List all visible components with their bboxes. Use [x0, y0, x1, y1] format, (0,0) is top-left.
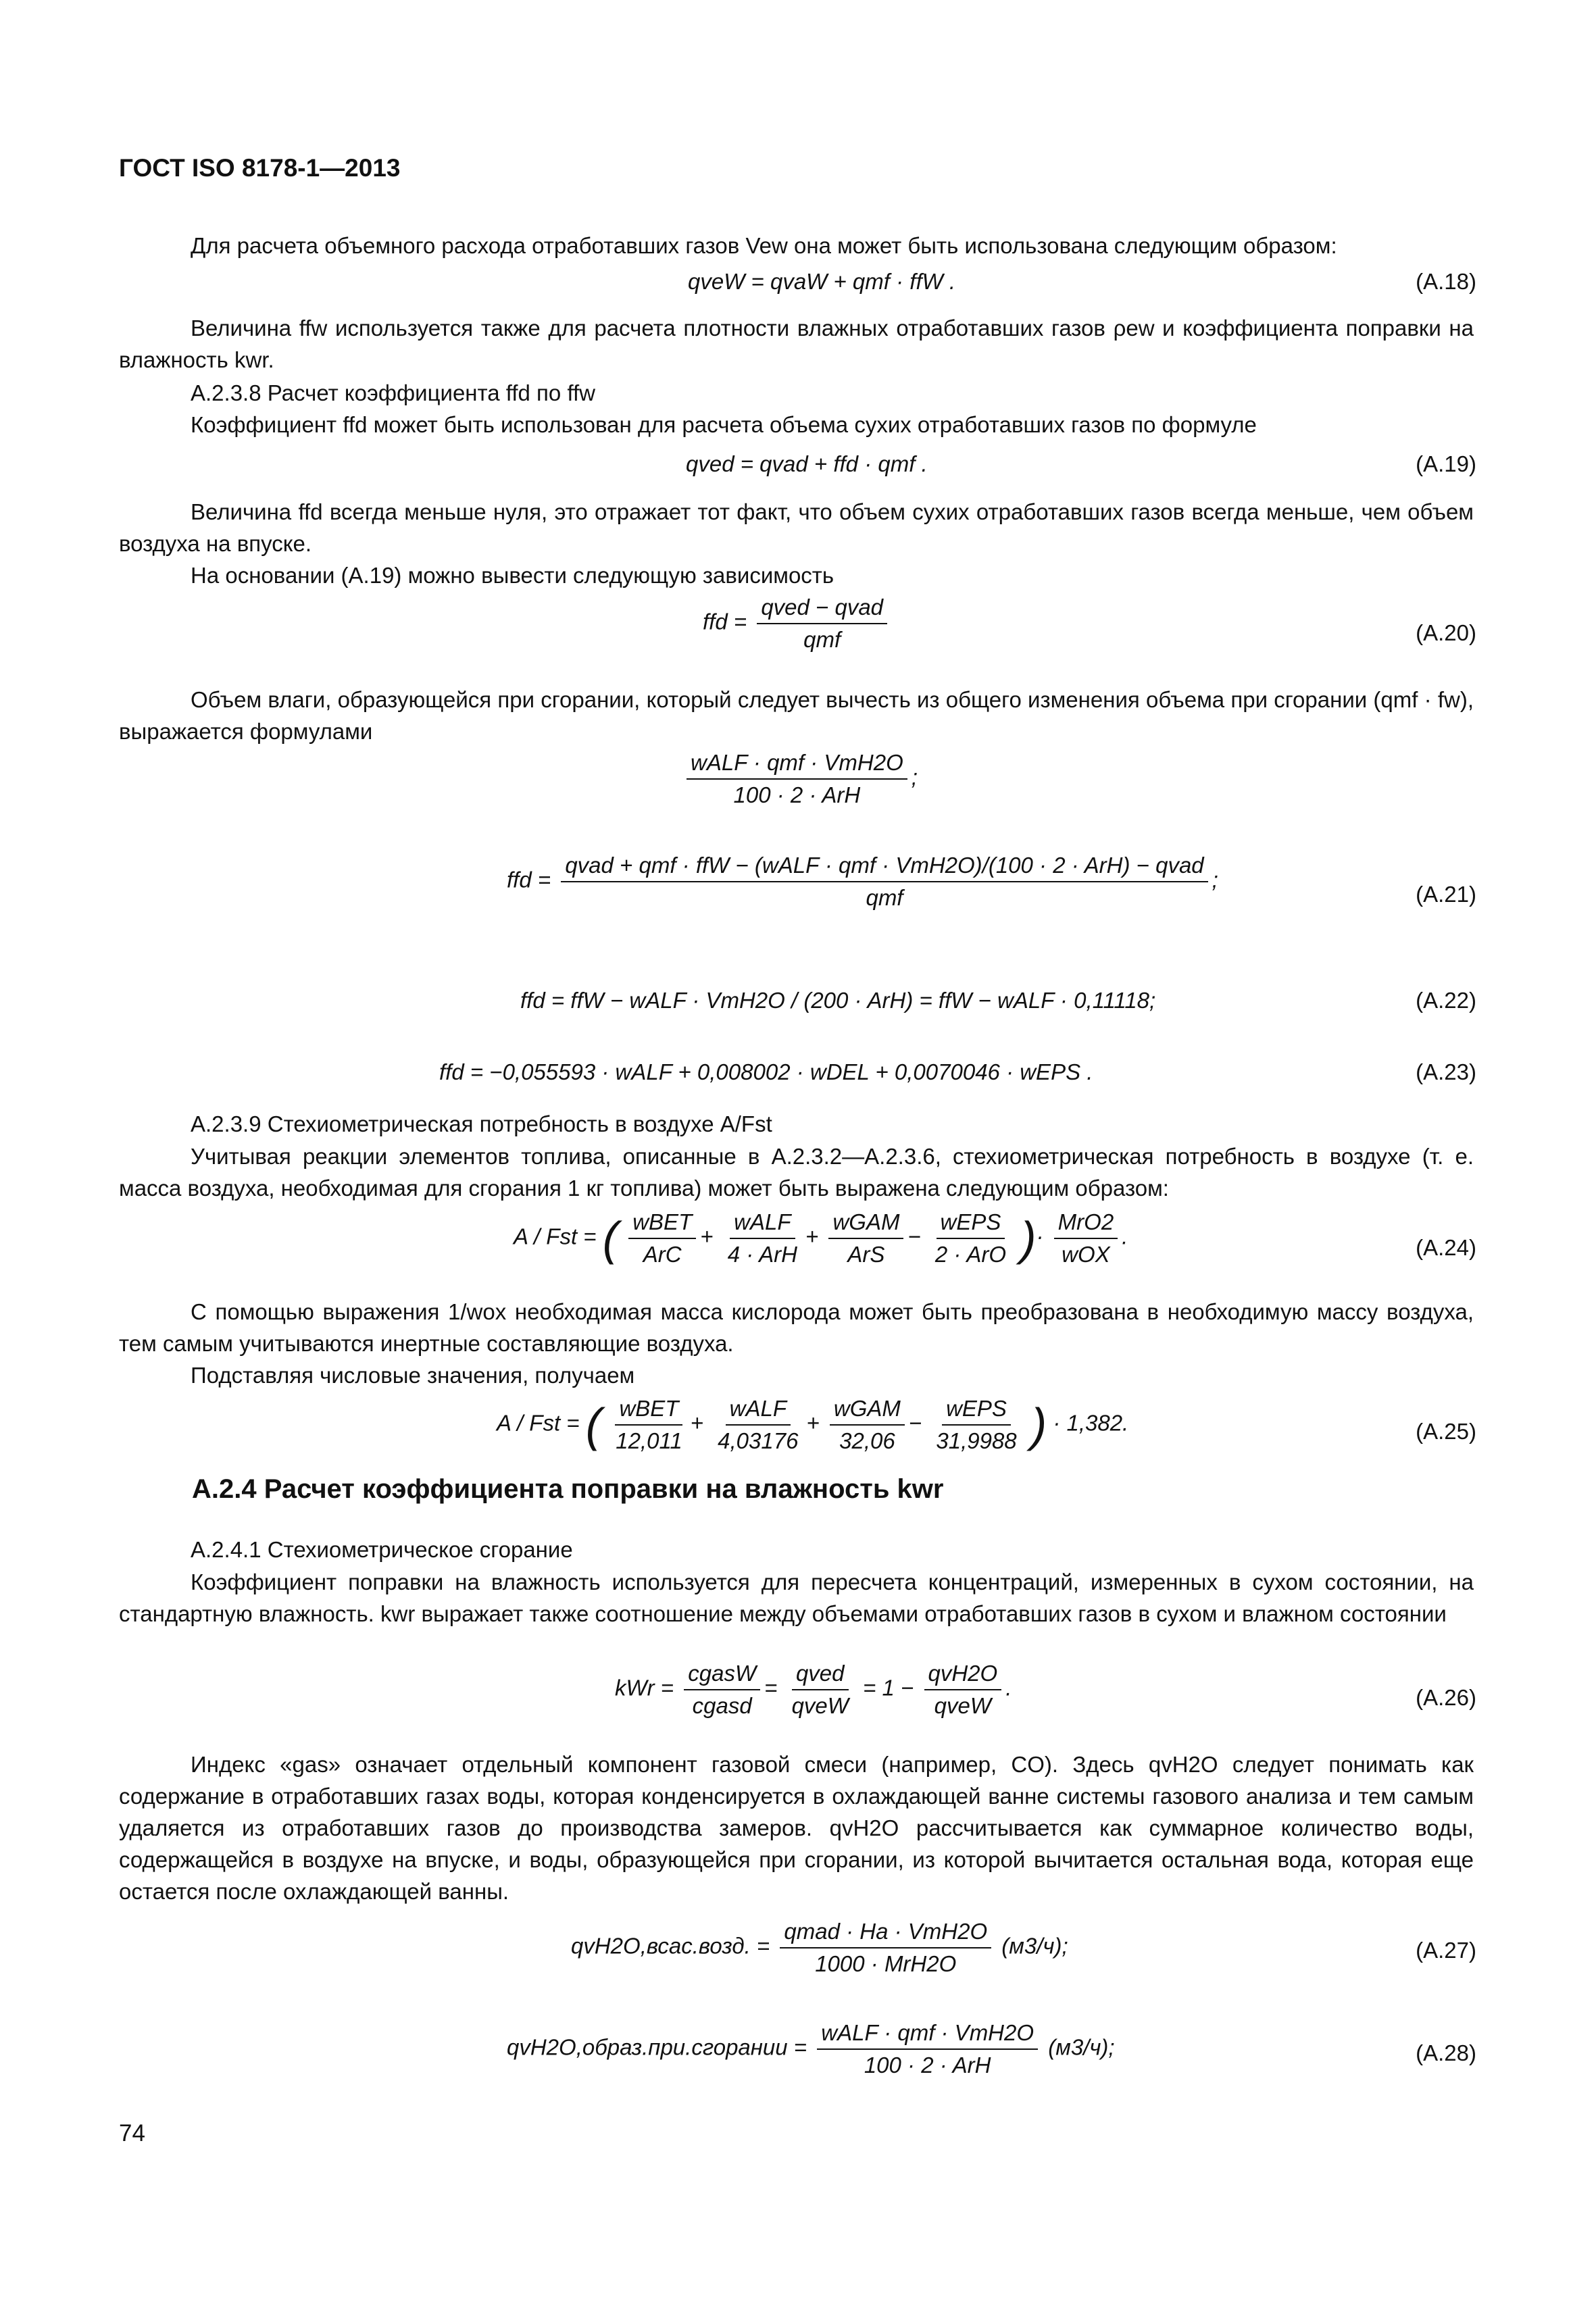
fraction-denominator: wOX	[1062, 1242, 1110, 1267]
fraction-numerator: qvad + qmf · ffW − (wALF · qmf · VmH2O)/(100 · 2 · ArH) − qvad	[561, 853, 1207, 882]
fraction	[932, 1396, 1020, 1454]
paragraph: Коэффициент ffd может быть использован для расчета объема сухих отработавших газов по формуле	[191, 412, 1257, 437]
equation-a19	[686, 451, 928, 477]
fraction-numerator: qmad · Ha · VmH2O	[780, 1919, 991, 1948]
equation-number: (A.23)	[1416, 1059, 1476, 1084]
right-paren: )	[1030, 1399, 1047, 1451]
equation-number: (A.24)	[1416, 1235, 1476, 1260]
fraction	[628, 1209, 696, 1267]
fraction	[931, 1209, 1010, 1267]
equation-a24: A / Fst = ( $\frac{\text{wBET}}{\text{ArC}}$ + $\frac{\text{wALF}}{\text{4 · ArH}}$ + $\frac{\text{wGAM}}{\text{ArS}}$ − $\frac{\text{wEPS}}{\text{2 · ArO}}$ )· $\frac{\text{MrO2}}{\text{wOX}}$ .	[514, 1209, 1128, 1267]
fraction	[612, 1396, 686, 1454]
paragraph: На основании (А.19) можно вывести следующую зависимость	[191, 563, 834, 588]
fraction-denominator: ArC	[643, 1242, 682, 1267]
equation-a21-term	[682, 750, 918, 808]
equation-lhs: ffd =	[507, 867, 551, 892]
fraction-numerator: wGAM	[828, 1209, 903, 1239]
fraction-numerator: qved	[792, 1661, 849, 1690]
equation-number: (A.26)	[1416, 1685, 1476, 1710]
equation-lhs: A / Fst =	[514, 1224, 597, 1249]
fraction-numerator: wALF · qmf · VmH2O	[687, 750, 907, 780]
fraction-denominator: 100 · 2 · ArH	[733, 782, 861, 807]
equation-a27	[571, 1919, 1068, 1977]
fraction	[788, 1661, 853, 1719]
fraction	[714, 1396, 802, 1454]
equation-unit: (м3/ч);	[1001, 1933, 1068, 1959]
paragraph: Коэффициент поправки на влажность используется для пересчета концентраций, измеренных в сухом состоянии, на стандартную влажность. kwr выражает также соотношение между объемами отработавших газов в сухом и влажном состоянии	[119, 1569, 1474, 1626]
fraction	[830, 1396, 905, 1454]
paragraph: Для расчета объемного расхода отработавших газов Vew она может быть использована следующим образом:	[191, 233, 1337, 258]
equation-lhs: A / Fst =	[497, 1410, 580, 1436]
equation-a22: ffd = ffW − wALF · VmH2O / (200 · ArH) = ffW − wALF · 0,11118;	[520, 988, 1156, 1013]
fraction-numerator: qvH2O	[924, 1661, 1002, 1690]
equation-tail: · 1,382.	[1053, 1410, 1129, 1436]
right-paren: )	[1020, 1212, 1037, 1265]
fraction-numerator: wALF · qmf · VmH2O	[817, 2020, 1038, 2050]
fraction-denominator: qveW	[934, 1693, 992, 1718]
equation-number: (A.18)	[1416, 269, 1476, 294]
fraction-numerator: wBET	[615, 1396, 682, 1426]
equation-mid: = 1 −	[863, 1675, 914, 1701]
fraction	[684, 1661, 760, 1719]
document-header: ГОСТ ISO 8178-1—2013	[119, 154, 401, 182]
fraction-numerator: wALF	[726, 1396, 791, 1426]
equation-a26: kWr = $\frac{\text{cgasW}}{\text{cgasd}}$ = $\frac{\text{qved}}{\text{qveW}}$ = 1 − $\frac{\text{qvH2O}}{\text{qveW}}$ .	[615, 1661, 1012, 1718]
equation-unit: (м3/ч);	[1048, 2034, 1115, 2060]
fraction	[924, 1661, 1002, 1719]
equation-a23: ffd = −0,055593 · wALF + 0,008002 · wDEL + 0,0070046 · wEPS .	[439, 1059, 1093, 1084]
section-heading: А.2.3.8 Расчет коэффициента ffd по ffw	[191, 380, 596, 405]
equation-lhs: kWr =	[615, 1675, 674, 1701]
paragraph: С помощью выражения 1/wox необходимая масса кислорода может быть преобразована в необходимую массу воздуха, тем самым учитываются инертные составляющие воздуха.	[119, 1299, 1474, 1356]
fraction-numerator: wGAM	[830, 1396, 905, 1426]
equation-rhs: = qvaW + qmf · ffW .	[751, 269, 956, 294]
equation-a20	[703, 595, 891, 653]
paragraph: Индекс «gas» означает отдельный компонент газовой смеси (например, CO). Здесь qvH2O следует понимать как содержание в отработавших газах воды, которая конденсируется в охлаждающей ванне системы газового анализа и тем самым удаляется из отработавших газов до производства замеров. qvH2O рассчитывается как суммарное количество воды, содержащейся в воздухе на впуске, и воды, образующейся при сгорании, из которой вычитается остальная вода, которая еще остается после охлаждающей ванны.	[119, 1752, 1474, 1904]
fraction-numerator: wBET	[628, 1209, 696, 1239]
left-paren: (	[585, 1399, 602, 1451]
fraction-denominator: 100 · 2 · ArH	[864, 2053, 991, 2078]
paragraph: Объем влаги, образующейся при сгорании, который следует вычесть из общего изменения объема при сгорании (qmf · fw), выражается формулами	[119, 687, 1474, 744]
equation-number: (A.27)	[1416, 1938, 1476, 1963]
equation-number: (A.25)	[1416, 1419, 1476, 1444]
fraction-numerator: MrO2	[1054, 1209, 1118, 1239]
fraction	[780, 1919, 991, 1977]
fraction-denominator: cgasd	[692, 1693, 752, 1718]
fraction-denominator: qmf	[803, 627, 841, 652]
equation-a18	[688, 269, 955, 295]
fraction-denominator: 1000 · MrH2O	[815, 1951, 957, 1976]
fraction-denominator: 32,06	[839, 1428, 895, 1453]
fraction-numerator: wEPS	[942, 1396, 1011, 1426]
equation-lhs: qveW	[688, 269, 745, 294]
paragraph: Учитывая реакции элементов топлива, описанные в А.2.3.2—А.2.3.6, стехиометрическая потребность в воздухе (т. е. масса воздуха, необходимая для сгорания 1 кг топлива) может быть выражена следующим образом:	[119, 1144, 1474, 1201]
equation-lhs: qvH2O,образ.при.сгорании =	[507, 2034, 807, 2060]
fraction	[1054, 1209, 1118, 1267]
equation-rhs: = qvad + ffd · qmf .	[740, 451, 928, 476]
equation-a25: A / Fst = ( $\frac{\text{wBET}}{12,011}$ + $\frac{\text{wALF}}{4,03176}$ + $\frac{\text{wGAM}}{32,06}$ − $\frac{\text{wEPS}}{31,9988}$ ) · 1,382.	[497, 1396, 1129, 1453]
fraction-denominator: 4,03176	[718, 1428, 799, 1453]
fraction	[687, 750, 907, 808]
equation-number: (A.22)	[1416, 988, 1476, 1013]
equation-lhs: ffd =	[703, 609, 747, 634]
left-paren: (	[602, 1212, 619, 1265]
equation-lhs: qved	[686, 451, 734, 476]
section-heading: А.2.4.1 Стехиометрическое сгорание	[191, 1537, 573, 1562]
equation-number: (A.19)	[1416, 451, 1476, 476]
section-heading: А.2.3.9 Стехиометрическая потребность в воздухе A/Fst	[191, 1111, 772, 1136]
fraction	[828, 1209, 903, 1267]
fraction-denominator: 2 · ArO	[934, 1242, 1007, 1267]
fraction	[561, 853, 1207, 911]
equation-lhs: qvH2O,всас.возд. =	[571, 1933, 770, 1959]
paragraph: Величина ffw используется также для расчета плотности влажных отработавших газов ρew и коэффициента поправки на влажность kwr.	[119, 316, 1474, 372]
fraction-denominator: 4 · ArH	[727, 1242, 797, 1267]
page-number: 74	[119, 2120, 145, 2146]
fraction-denominator: qveW	[791, 1693, 849, 1718]
fraction-denominator: ArS	[847, 1242, 885, 1267]
equation-tail: ;	[1212, 867, 1218, 892]
section-title: А.2.4 Расчет коэффициента поправки на влажность kwr	[192, 1474, 944, 1504]
fraction-denominator: 31,9988	[936, 1428, 1017, 1453]
fraction	[817, 2020, 1038, 2078]
fraction	[757, 595, 887, 653]
equation-number: (A.20)	[1416, 620, 1476, 645]
fraction-denominator: 12,011	[616, 1428, 682, 1453]
fraction	[724, 1209, 801, 1267]
equation-tail: ;	[911, 764, 918, 790]
fraction-numerator: qved − qvad	[757, 595, 887, 624]
fraction-numerator: wALF	[730, 1209, 795, 1239]
equation-number: (A.21)	[1416, 882, 1476, 907]
fraction-numerator: cgasW	[684, 1661, 760, 1690]
fraction-denominator: qmf	[866, 885, 903, 910]
paragraph: Величина ffd всегда меньше нуля, это отражает тот факт, что объем сухих отработавших газов всегда меньше, чем объем воздуха на впуске.	[119, 499, 1474, 556]
equation-a21	[507, 853, 1218, 911]
fraction-numerator: wEPS	[937, 1209, 1005, 1239]
paragraph: Подставляя числовые значения, получаем	[191, 1363, 635, 1388]
equation-a28	[507, 2020, 1115, 2078]
equation-number: (A.28)	[1416, 2040, 1476, 2065]
